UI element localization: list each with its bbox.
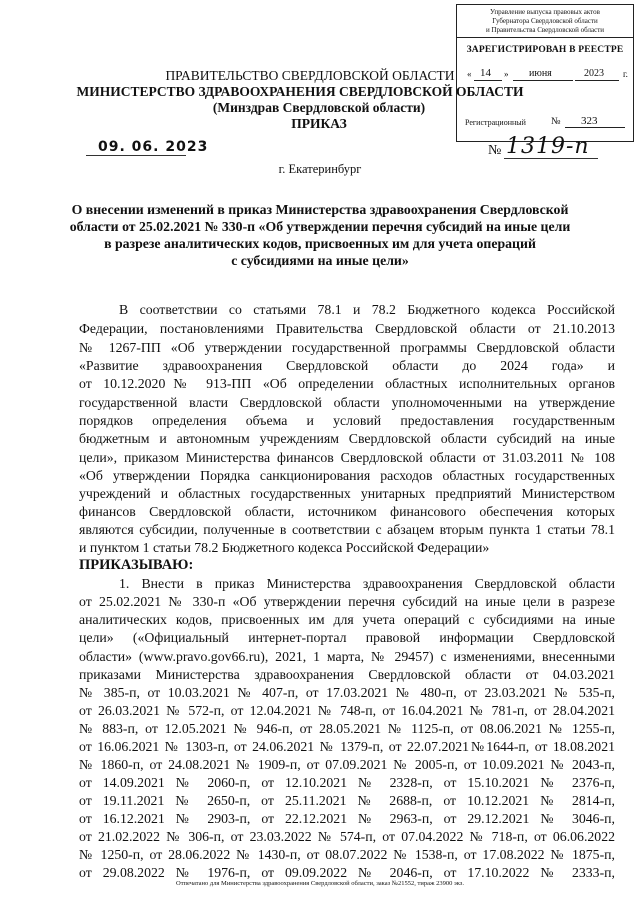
body-line: аналитических кодов, присвоенных им для учета операций с субсидиями на иные bbox=[79, 612, 615, 627]
ministry-short-name: (Минздрав Свердловской области) bbox=[212, 100, 426, 115]
title-line: с субсидиями на иные цели» bbox=[231, 253, 409, 268]
body-line: и пунктом 1 статьи 78.2 Бюджетного кодекса Российской Федерации» bbox=[79, 540, 490, 555]
title-line: О внесении изменений в приказ Министерства здравоохранения Свердловской bbox=[71, 202, 569, 217]
body-line: от 29.08.2022 № 1976-п, от 09.09.2022 № 2046-п, от 17.10.2022 № 2333-п, bbox=[79, 865, 615, 880]
stamp-year: 2023 bbox=[584, 68, 604, 79]
body-line: Федерации, постановлениями Правительства Свердловской области от 21.10.2013 bbox=[79, 321, 615, 336]
stamp-reg-label: Регистрационный bbox=[465, 118, 526, 127]
stamp-authority-line: Управление выпуска правовых актов bbox=[490, 8, 600, 16]
stamp-authority bbox=[457, 5, 633, 38]
stamp-reg-number: 323 bbox=[581, 115, 598, 127]
order-number-label: № bbox=[488, 143, 502, 158]
title-line: области от 25.02.2021 № 330-п «Об утверждении перечня субсидий на иные цели bbox=[69, 219, 571, 234]
body-line: порядков определения объема и условий предоставления государственным bbox=[79, 413, 615, 428]
body-line: от 16.12.2021 № 2903-п, от 22.12.2021 № 2963-п, от 29.12.2021 № 3046-п, bbox=[79, 811, 615, 826]
body-line: бюджетным и автономным учреждениям Свердловской области субсидий на иные bbox=[79, 431, 615, 446]
body-line: от 14.09.2021 № 2060-п, от 12.10.2021 № 2328-п, от 15.10.2021 № 2376-п, bbox=[79, 775, 615, 790]
body-line: приказами Министерства здравоохранения Свердловской области от 04.03.2021 bbox=[79, 667, 615, 682]
stamp-month: июня bbox=[529, 68, 552, 79]
print-footer: Отпечатано для Министерства здравоохранения Свердловской области, заказ №21552, тираж 23900 экз. bbox=[176, 880, 464, 887]
body-line: В соответствии со статьями 78.1 и 78.2 Бюджетного кодекса Российской bbox=[119, 302, 615, 317]
city: г. Екатеринбург bbox=[278, 162, 362, 176]
body-line: области» (www.pravo.gov66.ru), 2021, 1 марта, № 29457) с изменениями, внесенными bbox=[79, 649, 615, 664]
body-line: «Развитие здравоохранения Свердловской области до 2024 года» и bbox=[79, 358, 615, 373]
order-number-underline bbox=[504, 158, 598, 159]
body-line: учреждений и областных государственных унитарных предприятий Министерством bbox=[79, 486, 615, 501]
body-line: от 10.12.2020№ 913-ПП «Об определении областных исполнительных органов bbox=[79, 376, 615, 391]
order-date: 09. 06. 2023 bbox=[98, 139, 209, 155]
body-line: от 25.02.2021 № 330-п «Об утверждении перечня субсидий на иные цели в разрезе bbox=[79, 594, 615, 609]
body-line: от 26.03.2021 № 572-п, от 12.04.2021 № 748-п, от 16.04.2021 № 781-п, от 28.04.2021 bbox=[79, 703, 615, 718]
body-line: № 1267-ПП «Об утверждении государственной программы Свердловской области bbox=[79, 340, 615, 355]
order-date-underline bbox=[86, 155, 186, 156]
body-line: от 19.11.2021 № 2650-п, от 25.11.2021 № 2688-п, от 10.12.2021 № 2814-п, bbox=[79, 793, 615, 808]
government-name: ПРАВИТЕЛЬСТВО СВЕРДЛОВСКОЙ ОБЛАСТИ bbox=[165, 68, 455, 83]
body-line: № 385-п, от 10.03.2021 № 407-п, от 17.03.2021 № 480-п, от 23.03.2021 № 535-п, bbox=[79, 685, 615, 700]
stamp-open-quote: « bbox=[467, 69, 472, 79]
body-line: 1. Внести в приказ Министерства здравоохранения Свердловской области bbox=[119, 576, 615, 591]
body-line: № 883-п, от 12.05.2021 № 946-п, от 28.05.2021 № 1125-п, от 08.06.2021 № 1255-п, bbox=[79, 721, 615, 736]
body-line: № 1250-п, от 28.06.2022 № 1430-п, от 08.07.2022 № 1538-п, от 17.08.2022 № 1875-п, bbox=[79, 847, 615, 862]
decree-word: ПРИКАЗЫВАЮ: bbox=[79, 557, 194, 573]
stamp-day: 14 bbox=[480, 67, 491, 79]
order-number: 1319-п bbox=[506, 134, 590, 159]
stamp-authority-line: и Правительства Свердловской области bbox=[485, 26, 605, 34]
body-line: «Об утверждении Порядка санкционирования расходов областных государственных bbox=[79, 468, 615, 483]
body-line: от 21.02.2022 № 306-п, от 23.03.2022 № 574-п, от 07.04.2022 № 718-п, от 06.06.2022 bbox=[79, 829, 615, 844]
body-line: от 16.06.2021 № 1303-п, от 24.06.2021 № 1379-п, от 22.07.2021№1644-п, от 18.08.2021 bbox=[79, 739, 615, 754]
body-line: являются субсидии, полученные в соответствии с абзацем вторым пункта 1 статьи 78.1 bbox=[79, 522, 615, 537]
stamp-reg-sign: № bbox=[551, 116, 561, 127]
stamp-close-quote: » bbox=[504, 69, 509, 79]
stamp-title: ЗАРЕГИСТРИРОВАН В РЕЕСТРЕ bbox=[466, 45, 624, 55]
body-line: государственной власти Свердловской области уполномоченными на утверждение bbox=[79, 395, 615, 410]
body-line: финансов Свердловской области, источником финансового обеспечения которых bbox=[79, 504, 615, 519]
document-type: ПРИКАЗ bbox=[291, 116, 347, 131]
title-line: в разрезе аналитических кодов, присвоенных им для учета операций bbox=[104, 236, 536, 251]
stamp-year-suffix: г. bbox=[623, 69, 628, 79]
stamp-authority-line: Губернатора Свердловской области bbox=[492, 17, 598, 25]
ministry-name: МИНИСТЕРСТВО ЗДРАВООХРАНЕНИЯ СВЕРДЛОВСКОЙ ОБЛАСТИ bbox=[76, 84, 524, 99]
body-line: цели», приказом Министерства финансов Свердловской области от 31.03.2011 № 108 bbox=[79, 450, 615, 465]
body-line: № 1860-п, от 24.08.2021 № 1909-п, от 07.09.2021 № 2005-п, от 10.09.2021 № 2043-п, bbox=[79, 757, 615, 772]
body-line: цели» («Официальный интернет-портал правовой информации Свердловской bbox=[79, 630, 615, 645]
